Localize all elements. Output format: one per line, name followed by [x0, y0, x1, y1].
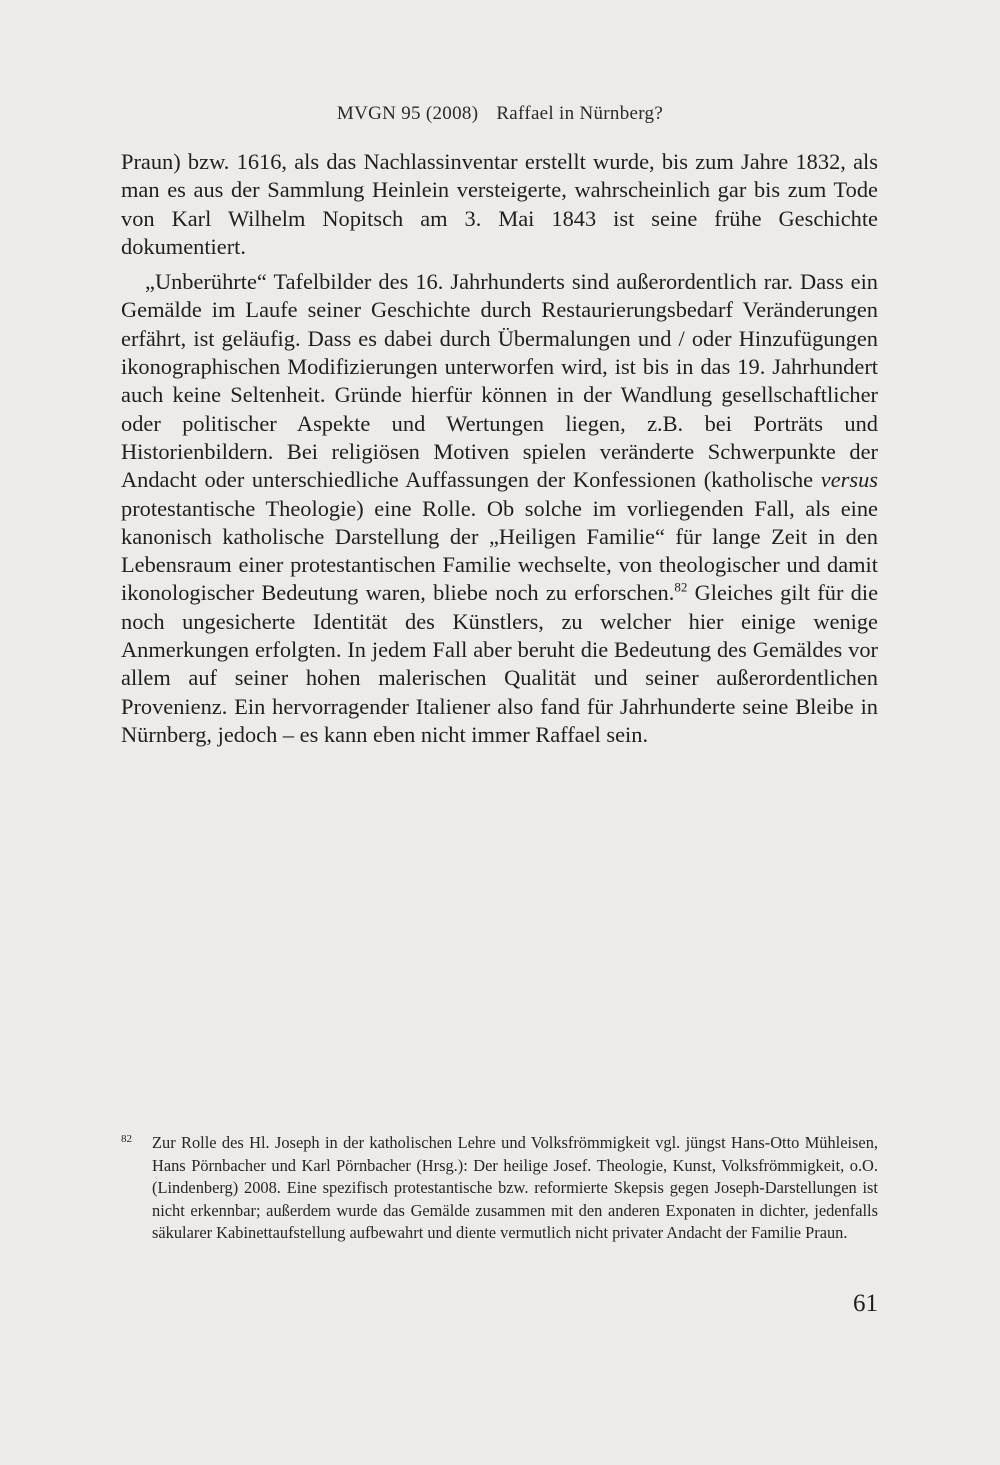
paragraph-2-part-a: „Unberührte“ Tafelbilder des 16. Jahrhunderts sind außerordentlich rar. Dass ein Gemälde im Laufe seiner Geschichte durch Restaurierungsbedarf Veränderungen erfährt, ist geläufig. Dass es dabei durch Übermalungen und / oder Hinzufügungen ikonographischen Modifizierungen unterworfen wird, ist bis in das 19. Jahrhundert auch keine Seltenheit. Gründe hierfür können in der Wandlung gesellschaftlicher oder politischer Aspekte und Wertungen liegen, z.B. bei Porträts und Historienbildern. Bei religiösen Motiven spielen veränderte Schwerpunkte der Andacht oder unterschiedliche Auffassungen der Konfessionen (katholische: [121, 269, 878, 493]
paragraph-2: [121, 268, 878, 749]
footnote-reference[interactable]: 82: [674, 579, 688, 595]
paragraph-1: Praun) bzw. 1616, als das Nachlassinventar erstellt wurde, bis zum Jahre 1832, als man es aus der Sammlung Heinlein versteigerte, wahrscheinlich gar bis zum Tode von Karl Wilhelm Nopitsch am 3. Mai 1843 ist seine frühe Geschichte dokumentiert.: [121, 149, 878, 259]
running-head: [0, 103, 1000, 125]
footnote-number: 82: [121, 1133, 132, 1145]
paragraph-2-part-b: protestantische Theologie) eine Rolle. Ob solche im vorliegenden Fall, als eine kanonisch katholische Darstellung der „Heiligen Familie“ für lange Zeit in den Lebensraum einer protestantischen Familie wechselte, von theologischer und damit ikonologischer Bedeutung waren, bliebe noch zu erforschen.: [121, 495, 878, 606]
body-text: [121, 148, 878, 749]
footnote: [121, 1132, 878, 1245]
paragraph-2-part-c: Gleiches gilt für die noch ungesicherte Identität des Künstlers, zu welcher hier einige wenige Anmerkungen erfolgten. In jedem Fall aber beruht die Bedeutung des Gemäldes vor allem auf seiner hohen malerischen Qualität und seiner außerordentlichen Provenienz. Ein hervorragender Italiener also fand für Jahrhunderte seine Bleibe in Nürnberg, jedoch – es kann eben nicht immer Raffael sein.: [121, 580, 879, 747]
page-number: 61: [853, 1290, 878, 1317]
running-head-title: Raffael in Nürnberg?: [496, 103, 664, 124]
footnote-text: Zur Rolle des Hl. Joseph in der katholischen Lehre und Volksfrömmigkeit vgl. jüngst Hans-Otto Mühleisen, Hans Pörnbacher und Karl Pörnbacher (Hrsg.): Der heilige Josef. Theologie, Kunst, Volksfrömmigkeit, o.O. (Lindenberg) 2008. Eine spezifisch protestantische bzw. reformierte Skepsis gegen Joseph-Darstellungen ist nicht erkennbar; außerdem wurde das Gemälde zusammen mit den anderen Exponaten in dichter, jedenfalls säkularer Kabinettaufstellung aufbewahrt und diente vermutlich nicht privater Andacht der Familie Praun.: [152, 1133, 878, 1243]
running-head-journal: MVGN 95 (2008): [336, 103, 479, 124]
emphasis-versus: versus: [820, 467, 878, 493]
